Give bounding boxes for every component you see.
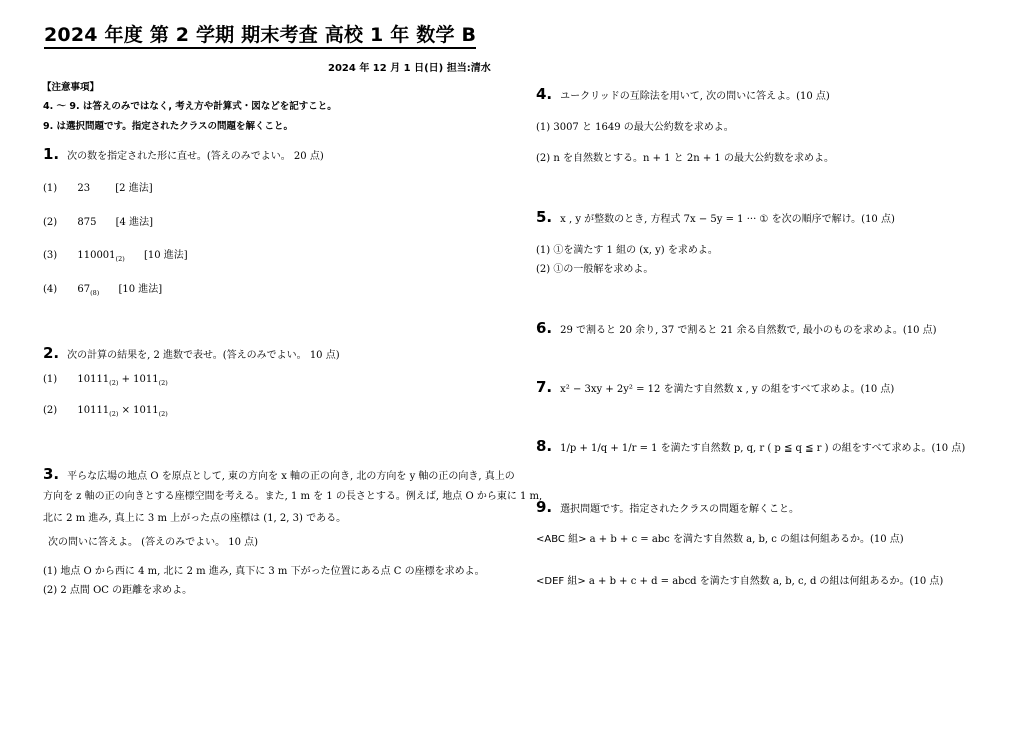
abc-text: a + b + c = abc を満たす自然数 a, b, c の組は何組あるか。(10 点) bbox=[589, 534, 904, 545]
q3-paragraph-2: 方向を z 軸の正の向きとする座標空間を考える。また, 1 m を 1 の長さとする。例えば, 地点 O から東に 1 m, bbox=[43, 491, 543, 502]
question-text: 次の計算の結果を, 2 進数で表せ。(答えのみでよい。 10 点) bbox=[67, 350, 340, 361]
item-label: (1) bbox=[43, 183, 58, 194]
item-label: (2) bbox=[43, 405, 58, 416]
operand-b-base: (2) bbox=[158, 410, 168, 418]
question-2 bbox=[43, 345, 340, 362]
q9-abc bbox=[536, 534, 904, 545]
q9-def bbox=[536, 576, 943, 587]
question-text: x , y が整数のとき, 方程式 7x − 5y = 1 ··· ① を次の順序で解け。(10 点) bbox=[560, 214, 895, 225]
q5-sub-2: (2) ①の一般解を求めよ。 bbox=[536, 264, 654, 275]
abc-label: <ABC 組> bbox=[536, 534, 587, 545]
question-text: 次の数を指定された形に直せ。(答えのみでよい。 20 点) bbox=[67, 151, 324, 162]
item-label: (2) bbox=[43, 217, 58, 228]
question-5 bbox=[536, 209, 895, 226]
item-value: 23 bbox=[77, 183, 91, 194]
operand-b-base: (2) bbox=[158, 379, 168, 387]
item-base: (2) bbox=[115, 255, 125, 263]
page-title: 2024 年度 第 2 学期 期末考査 高校 1 年 数学 B bbox=[44, 25, 476, 49]
item-value: 875 bbox=[77, 217, 97, 228]
item-label: (3) bbox=[43, 250, 58, 261]
q3-paragraph-3: 北に 2 m 進み, 真上に 3 m 上がった点の座標は (1, 2, 3) である。 bbox=[43, 513, 347, 524]
item-label: (4) bbox=[43, 284, 58, 295]
operand-b: 1011 bbox=[133, 374, 159, 385]
question-number: 2. bbox=[43, 344, 60, 362]
q5-sub-1: (1) ①を満たす 1 組の (x, y) を求めよ。 bbox=[536, 245, 718, 256]
question-number: 1. bbox=[43, 145, 60, 163]
item-label: (1) bbox=[43, 374, 58, 385]
question-text: 平らな広場の地点 O を原点として, 東の方向を x 軸の正の向き, 北の方向を y 軸の正の向き, 真上の bbox=[67, 471, 515, 482]
item-target: [2 進法] bbox=[115, 183, 153, 194]
question-6 bbox=[536, 320, 937, 337]
operand-a: 10111 bbox=[77, 405, 110, 416]
q1-item-1 bbox=[43, 183, 153, 194]
item-target: [10 進法] bbox=[118, 284, 163, 295]
q3-sub-1: (1) 地点 O から西に 4 m, 北に 2 m 進み, 真下に 3 m 下がった位置にある点 C の座標を求めよ。 bbox=[43, 566, 485, 577]
question-4 bbox=[536, 86, 830, 103]
operand-a-base: (2) bbox=[109, 379, 119, 387]
item-value: 110001 bbox=[77, 250, 116, 261]
question-text: ユークリッドの互除法を用いて, 次の問いに答えよ。(10 点) bbox=[560, 91, 830, 102]
q1-item-2 bbox=[43, 217, 153, 228]
q4-sub-2: (2) n を自然数とする。n + 1 と 2n + 1 の最大公約数を求めよ。 bbox=[536, 153, 834, 164]
question-number: 7. bbox=[536, 378, 553, 396]
operand-b: 1011 bbox=[133, 405, 159, 416]
q1-item-3 bbox=[43, 250, 188, 263]
item-target: [4 進法] bbox=[115, 217, 153, 228]
q1-item-4 bbox=[43, 284, 162, 297]
question-number: 6. bbox=[536, 319, 553, 337]
question-3 bbox=[43, 466, 515, 483]
question-number: 3. bbox=[43, 465, 60, 483]
question-number: 4. bbox=[536, 85, 553, 103]
notes-line-1: 4. ～ 9. は答えのみではなく, 考え方や計算式・図などを記すこと。 bbox=[43, 101, 337, 112]
operator: + bbox=[121, 374, 130, 385]
question-number: 9. bbox=[536, 498, 553, 516]
notes-heading: 【注意事項】 bbox=[42, 82, 100, 93]
question-number: 5. bbox=[536, 208, 553, 226]
question-text: x² − 3xy + 2y² = 12 を満たす自然数 x , y の組をすべて求めよ。(10 点) bbox=[560, 384, 895, 395]
question-7 bbox=[536, 379, 894, 396]
question-text: 1/p + 1/q + 1/r = 1 を満たす自然数 p, q, r ( p ≦ q ≦ r ) の組をすべて求めよ。(10 点) bbox=[560, 443, 966, 454]
q2-item-1 bbox=[43, 374, 168, 387]
item-value: 67 bbox=[77, 284, 91, 295]
question-8 bbox=[536, 438, 965, 455]
q2-item-2 bbox=[43, 405, 168, 418]
operand-a-base: (2) bbox=[109, 410, 119, 418]
notes-line-2: 9. は選択問題です。指定されたクラスの問題を解くこと。 bbox=[43, 121, 293, 132]
def-label: <DEF 組> bbox=[536, 576, 586, 587]
q3-instruction: 次の問いに答えよ。 (答えのみでよい。 10 点) bbox=[48, 537, 259, 548]
question-number: 8. bbox=[536, 437, 553, 455]
q4-sub-1: (1) 3007 と 1649 の最大公約数を求めよ。 bbox=[536, 122, 734, 133]
q3-sub-2: (2) 2 点間 OC の距離を求めよ。 bbox=[43, 585, 193, 596]
item-target: [10 進法] bbox=[143, 250, 188, 261]
question-text: 選択問題です。指定されたクラスの問題を解くこと。 bbox=[560, 504, 800, 515]
question-1 bbox=[43, 146, 324, 163]
operator: × bbox=[121, 405, 130, 416]
def-text: a + b + c + d = abcd を満たす自然数 a, b, c, d の組は何組あるか。(10 点) bbox=[588, 576, 944, 587]
question-9 bbox=[536, 499, 799, 516]
date-teacher: 2024 年 12 月 1 日(日) 担当:清水 bbox=[328, 63, 491, 74]
operand-a: 10111 bbox=[77, 374, 110, 385]
item-base: (8) bbox=[90, 289, 100, 297]
question-text: 29 で割ると 20 余り, 37 で割ると 21 余る自然数で, 最小のものを求めよ。(10 点) bbox=[560, 325, 937, 336]
